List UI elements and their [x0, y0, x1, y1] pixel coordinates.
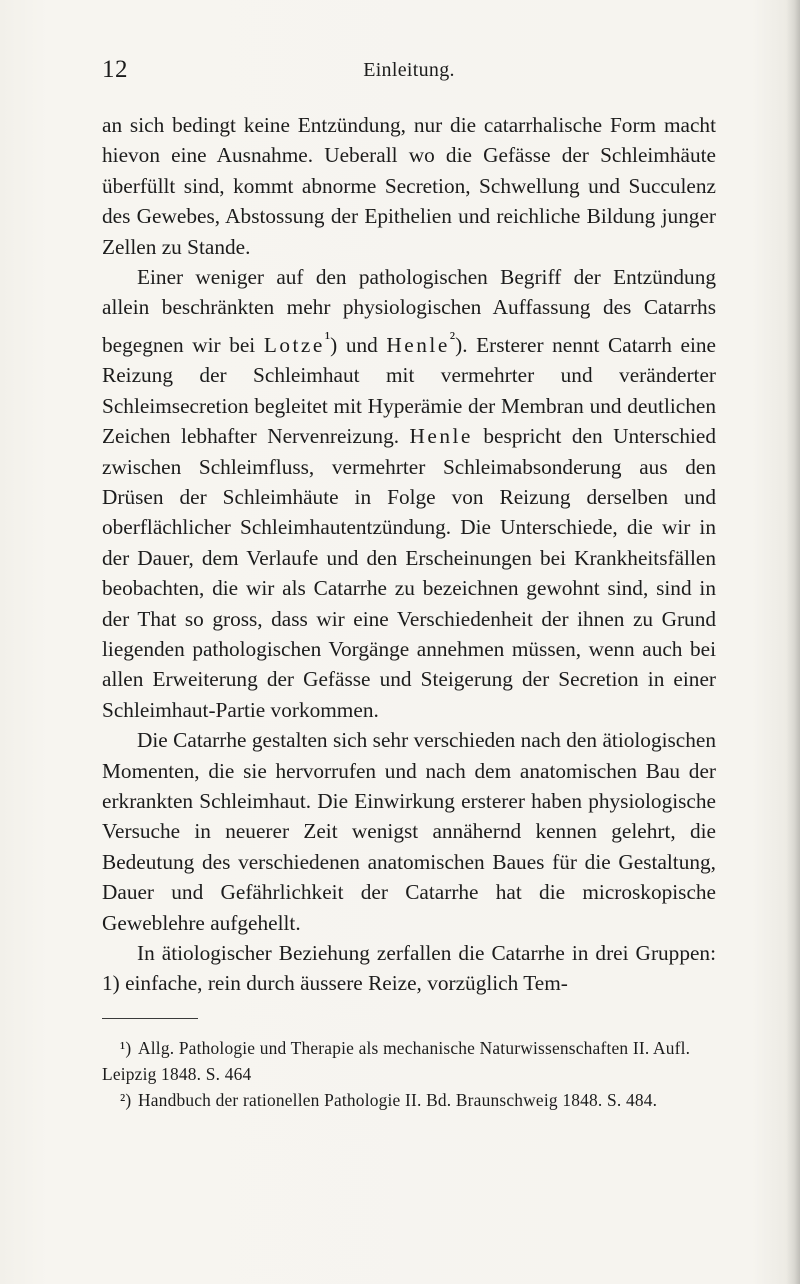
paragraph-2-text-d: bespricht den Unterschied zwischen Schleimfluss, vermehrter Schleimabsonderung aus den Drüsen der Schleimhäute in Folge von Reizung derselben und oberflächlicher Schleimhautentzündung. Die Unterschiede, die wir in der Dauer, dem Verlaufe und den Erscheinungen bei Krankheitsfällen beobachten, die wir als Catarrhe zu bezeichnen gewohnt sind, sind in der That so gross, dass wir eine Verschiedenheit der ihnen zu Grund liegenden pathologischen Vorgänge annehmen müssen, wenn auch bei allen Erweiterung der Gefässe und Steigerung der Secretion in einer Schleimhaut-Partie vorkommen. — [102, 424, 716, 722]
author-name-henle: Henle — [386, 332, 450, 357]
footnote-marker-2: ²) — [120, 1089, 132, 1110]
paragraph-2 — [102, 262, 716, 725]
author-name-lotze: Lotze — [263, 332, 325, 357]
running-title: Einleitung. — [363, 59, 455, 81]
footnote-2 — [102, 1088, 716, 1114]
footnotes — [102, 1036, 716, 1113]
body-text — [102, 110, 716, 999]
footnote-marker-1: ¹) — [120, 1038, 132, 1058]
paragraph-2-text-a: Einer weniger auf den pathologischen Begriff der Entzündung allein beschränkten mehr physiologischen Auffassung des Catarrhs begegnen wir bei — [102, 265, 716, 357]
footnote-ref-2: ² — [449, 327, 456, 348]
paragraph-1: an sich bedingt keine Entzündung, nur die catarrhalische Form macht hievon eine Ausnahme. Ueberall wo die Gefässe der Schleimhäute überfüllt sind, kommt abnorme Secretion, Schwellung und Succulenz des Gewebes, Abstossung der Epithelien und reichliche Bildung junger Zellen zu Stande. — [102, 113, 716, 259]
footnote-divider — [102, 1018, 198, 1019]
page-header — [102, 56, 716, 88]
footnote-text-2: Handbuch der rationellen Pathologie II. Bd. Braunschweig 1848. S. 484. — [138, 1089, 658, 1110]
author-name-henle-second: Henle — [409, 424, 473, 449]
paragraph-2-text-b: ) und — [330, 332, 387, 357]
paragraph-4: In ätiologischer Beziehung zerfallen die Catarrhe in drei Gruppen: 1) einfache, rein durch äussere Reize, vorzüglich Tem- — [102, 941, 716, 996]
paragraph-3: Die Catarrhe gestalten sich sehr verschieden nach den ätiologischen Momenten, die sie hervorrufen und nach dem anatomischen Bau der erkrankten Schleimhaut. Die Einwirkung ersterer haben physiologische Versuche in neuerer Zeit wenigst annähernd kennen gelehrt, die Bedeutung des verschiedenen anatomischen Baues für die Gestaltung, Dauer und Gefährlichkeit der Catarrhe hat die microskopische Geweblehre aufgehellt. — [102, 728, 716, 935]
footnote-1 — [102, 1036, 716, 1088]
paragraph-2-text-c: ). Ersterer nennt Catarrh eine Reizung der Schleimhaut mit vermehrter und veränderter Schleimsecretion begleitet mit Hyperämie der Membran und deutlichen Zeichen lebhafter Nervenreizung. — [102, 332, 717, 449]
page-number: 12 — [102, 56, 128, 83]
page-edge-shadow — [786, 0, 800, 1284]
footnote-ref-1: ¹ — [324, 327, 331, 348]
footnote-text-1: Allg. Pathologie und Therapie als mechanische Naturwissenschaften II. Aufl. Leipzig 1848. S. 464 — [102, 1038, 691, 1084]
